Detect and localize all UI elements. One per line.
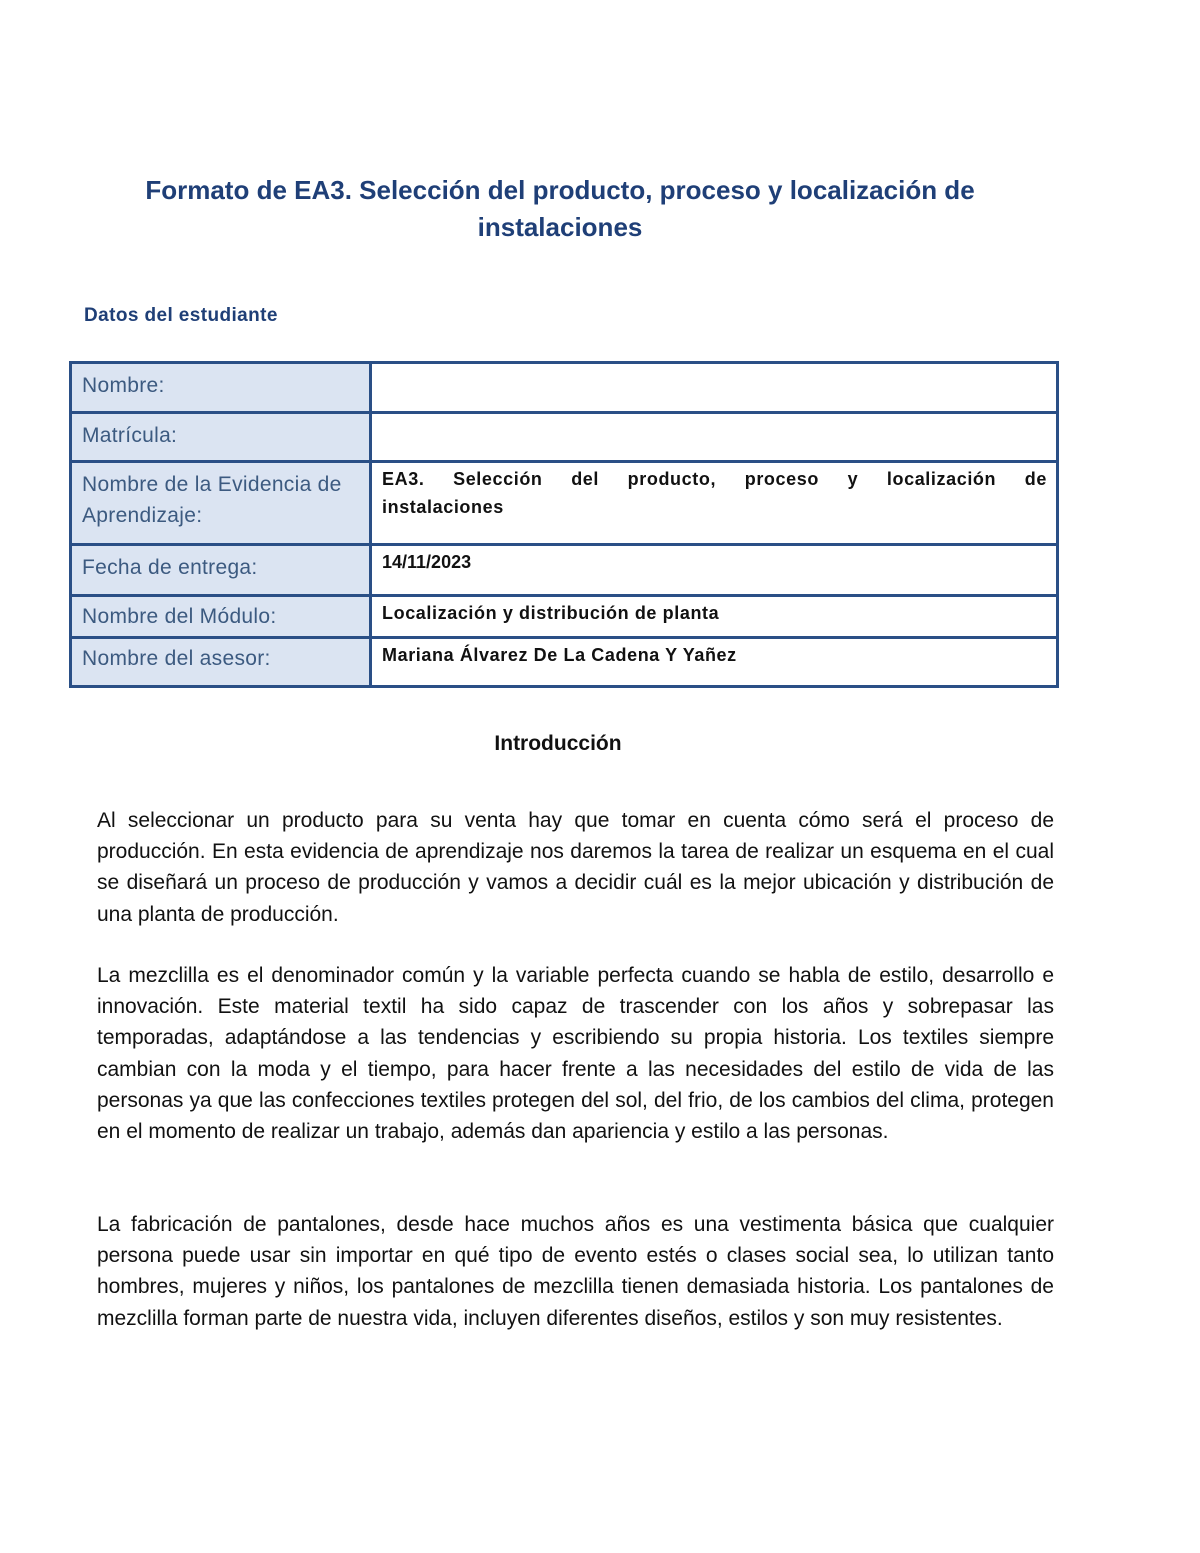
introduction-paragraph-3: La fabricación de pantalones, desde hace muchos años es una vestimenta básica que cualquier persona puede usar sin importar en qué tipo de evento estés o clases social sea, lo utilizan tanto hombres, mujeres y niños, los pantalones de mezclilla tienen demasiada historia. Los pantalones de mezclilla forman parte de nuestra vida, incluyen diferentes diseños, estilos y son muy resistentes. [97, 1213, 1054, 1330]
value-nombre[interactable] [371, 363, 1058, 413]
student-data-table [69, 361, 1059, 688]
value-fecha[interactable] [371, 545, 1058, 596]
section-label-student-data: Datos del estudiante [84, 305, 278, 326]
introduction-paragraph-2: La mezclilla es el denominador común y la variable perfecta cuando se habla de estilo, desarrollo e innovación. Este material textil ha sido capaz de trascender con los años y sobrepasar las temporadas, adaptándose a las tendencias y escribiendo su propia historia. Los textiles siempre cambian con la moda y el tiempo, para hacer frente a las necesidades del estilo de vida de las personas ya que las confecciones textiles protegen del sol, del frio, de los cambios del clima, protegen en el momento de realizar un trabajo, además dan apariencia y estilo a las personas. [97, 964, 1054, 1144]
value-modulo[interactable] [371, 596, 1058, 638]
table-row-asesor [71, 638, 1058, 687]
introduction-heading: Introducción [494, 732, 622, 755]
value-modulo-text: Localización y distribución de planta [382, 603, 720, 623]
label-nombre: Nombre: [71, 363, 371, 413]
value-asesor-text: Mariana Álvarez De La Cadena Y Yañez [382, 645, 737, 665]
value-evidencia-text: EA3. Selección del producto, proceso y localización de instalaciones [382, 469, 1047, 517]
label-fecha: Fecha de entrega: [71, 545, 371, 596]
table-row-fecha [71, 545, 1058, 596]
label-matricula: Matrícula: [71, 413, 371, 462]
label-asesor: Nombre del asesor: [71, 638, 371, 687]
label-modulo: Nombre del Módulo: [71, 596, 371, 638]
value-fecha-text: 14/11/2023 [382, 552, 472, 572]
value-evidencia[interactable] [371, 462, 1058, 545]
table-row-evidencia [71, 462, 1058, 545]
page-title: Formato de EA3. Selección del producto, proceso y localización de instalaciones [145, 175, 975, 242]
value-asesor[interactable] [371, 638, 1058, 687]
table-row-modulo [71, 596, 1058, 638]
table-row-matricula [71, 413, 1058, 462]
label-evidencia: Nombre de la Evidencia de Aprendizaje: [71, 462, 371, 545]
value-matricula[interactable] [371, 413, 1058, 462]
table-row-nombre [71, 363, 1058, 413]
introduction-paragraph-1: Al seleccionar un producto para su venta hay que tomar en cuenta cómo será el proceso de producción. En esta evidencia de aprendizaje nos daremos la tarea de realizar un esquema en el cual se diseñará un proceso de producción y vamos a decidir cuál es la mejor ubicación y distribución de una planta de producción. [97, 809, 1054, 926]
